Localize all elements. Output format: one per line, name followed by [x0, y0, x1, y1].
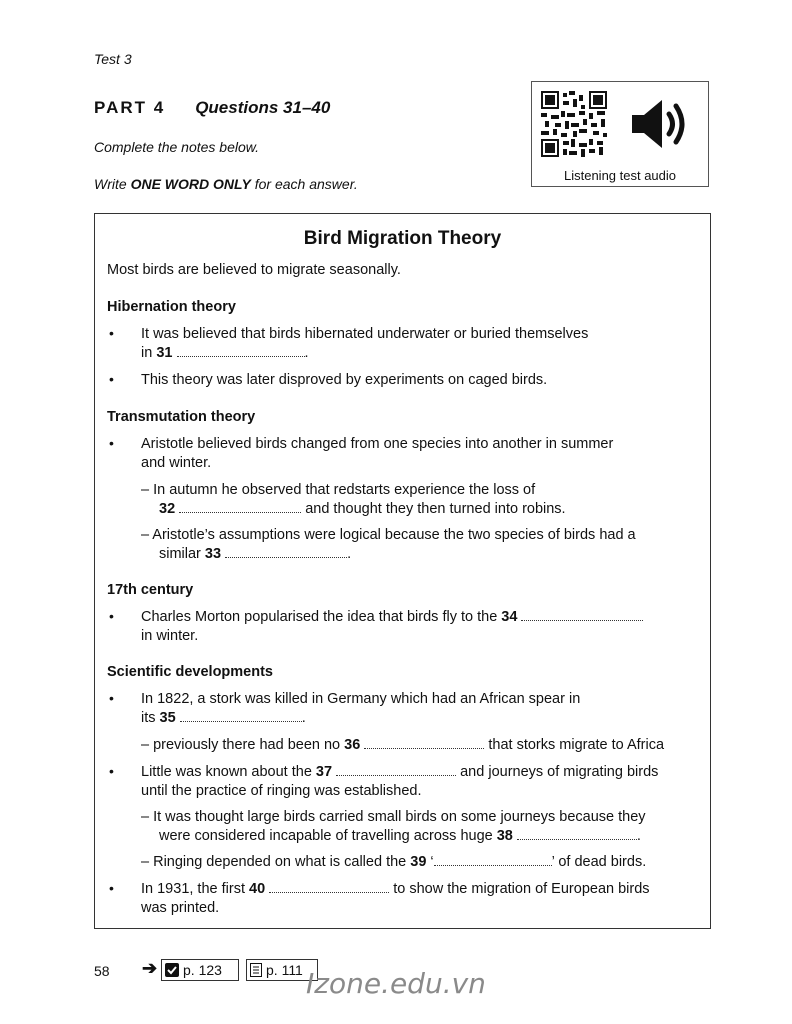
sub-note-text: – In autumn he observed that redstarts experience the loss of — [141, 482, 536, 498]
section-heading-17th-century: 17th century — [107, 582, 194, 598]
note-text: its 35 . — [141, 710, 306, 726]
note-text: in 31 . — [141, 345, 309, 361]
part-heading — [94, 98, 330, 118]
question-number: 31 — [156, 345, 173, 361]
instruction-word-limit: Write ONE WORD ONLY for each answer. — [94, 176, 358, 192]
bullet: • — [109, 880, 114, 896]
note-text: in winter. — [141, 628, 199, 644]
answer-blank-36[interactable] — [364, 736, 484, 749]
question-number: 38 — [496, 828, 513, 844]
arrow-right-icon: ➔ — [142, 958, 158, 978]
answer-key-icon — [165, 963, 179, 977]
questions-range: Questions 31–40 — [195, 98, 331, 117]
bullet: • — [109, 435, 114, 451]
note-text: In 1822, a stork was killed in Germany which had an African spear in — [141, 691, 581, 707]
note-text: Aristotle believed birds changed from one species into another in summer — [141, 436, 614, 452]
answer-blank-37[interactable] — [336, 763, 456, 776]
answer-blank-34[interactable] — [521, 608, 643, 621]
notes-intro: Most birds are believed to migrate seasonally. — [107, 262, 401, 278]
note-text: In 1931, the first 40 to show the migration of European birds — [141, 881, 650, 897]
answer-key-reference[interactable] — [161, 959, 239, 981]
notes-panel — [94, 213, 711, 929]
speaker-icon[interactable] — [628, 94, 690, 154]
question-number: 39 — [410, 854, 427, 870]
section-heading-transmutation: Transmutation theory — [107, 409, 256, 425]
watermark: Izone.edu.vn — [306, 967, 486, 1000]
question-number: 33 — [204, 546, 222, 562]
bullet: • — [109, 325, 114, 341]
answer-blank-35[interactable] — [180, 709, 302, 722]
question-number: 37 — [315, 764, 333, 780]
page-number: 58 — [94, 963, 110, 979]
sub-note-text: – It was thought large birds carried small birds on some journeys because they — [141, 809, 646, 825]
note-text: Charles Morton popularised the idea that birds fly to the 34 — [141, 608, 643, 627]
instruction-complete-notes: Complete the notes below. — [94, 139, 259, 155]
question-number: 35 — [159, 710, 176, 726]
answer-blank-39[interactable] — [434, 853, 552, 866]
note-text: until the practice of ringing was established. — [141, 783, 422, 799]
section-heading-hibernation: Hibernation theory — [107, 299, 236, 315]
sub-note-text: – Aristotle’s assumptions were logical because the two species of birds had a — [141, 527, 636, 543]
qr-code-icon[interactable] — [541, 91, 607, 157]
answer-blank-33[interactable] — [225, 545, 347, 558]
sub-note-text: 32 and thought they then turned into robins. — [159, 501, 566, 517]
note-text: It was believed that birds hibernated underwater or buried themselves — [141, 326, 589, 342]
transcript-page: p. 111 — [266, 962, 303, 978]
answer-blank-38[interactable] — [517, 827, 637, 840]
question-number: 36 — [344, 737, 361, 753]
sub-note-text: – previously there had been no 36 that storks migrate to Africa — [141, 737, 665, 753]
bullet: • — [109, 608, 114, 624]
question-number: 40 — [249, 881, 266, 897]
audio-label: Listening test audio — [563, 168, 677, 183]
section-heading-scientific: Scientific developments — [107, 664, 273, 680]
audio-panel[interactable] — [531, 81, 709, 187]
notes-title: Bird Migration Theory — [303, 228, 502, 249]
note-text: This theory was later disproved by experiments on caged birds. — [141, 372, 548, 388]
note-text: and winter. — [141, 455, 212, 471]
part-label: PART 4 — [94, 98, 166, 117]
sub-note-text: similar 33 . — [159, 546, 352, 562]
test-label: Test 3 — [94, 51, 132, 67]
answer-key-page: p. 123 — [183, 962, 222, 978]
question-number: 34 — [501, 609, 518, 625]
note-text: Little was known about the 37 and journeys of migrating birds — [141, 764, 659, 780]
question-number: 32 — [159, 501, 176, 517]
bullet: • — [109, 690, 114, 706]
bullet: • — [109, 763, 114, 779]
bullet: • — [109, 371, 114, 387]
document-icon — [250, 963, 262, 977]
answer-blank-40[interactable] — [269, 880, 389, 893]
sub-note-text: – Ringing depended on what is called the 39 ‘ ’ of dead birds. — [141, 854, 647, 870]
answer-blank-31[interactable] — [177, 344, 305, 357]
answer-blank-32[interactable] — [179, 500, 301, 513]
note-text: was printed. — [141, 900, 220, 916]
sub-note-text: were considered incapable of travelling across huge 38 . — [159, 828, 641, 844]
